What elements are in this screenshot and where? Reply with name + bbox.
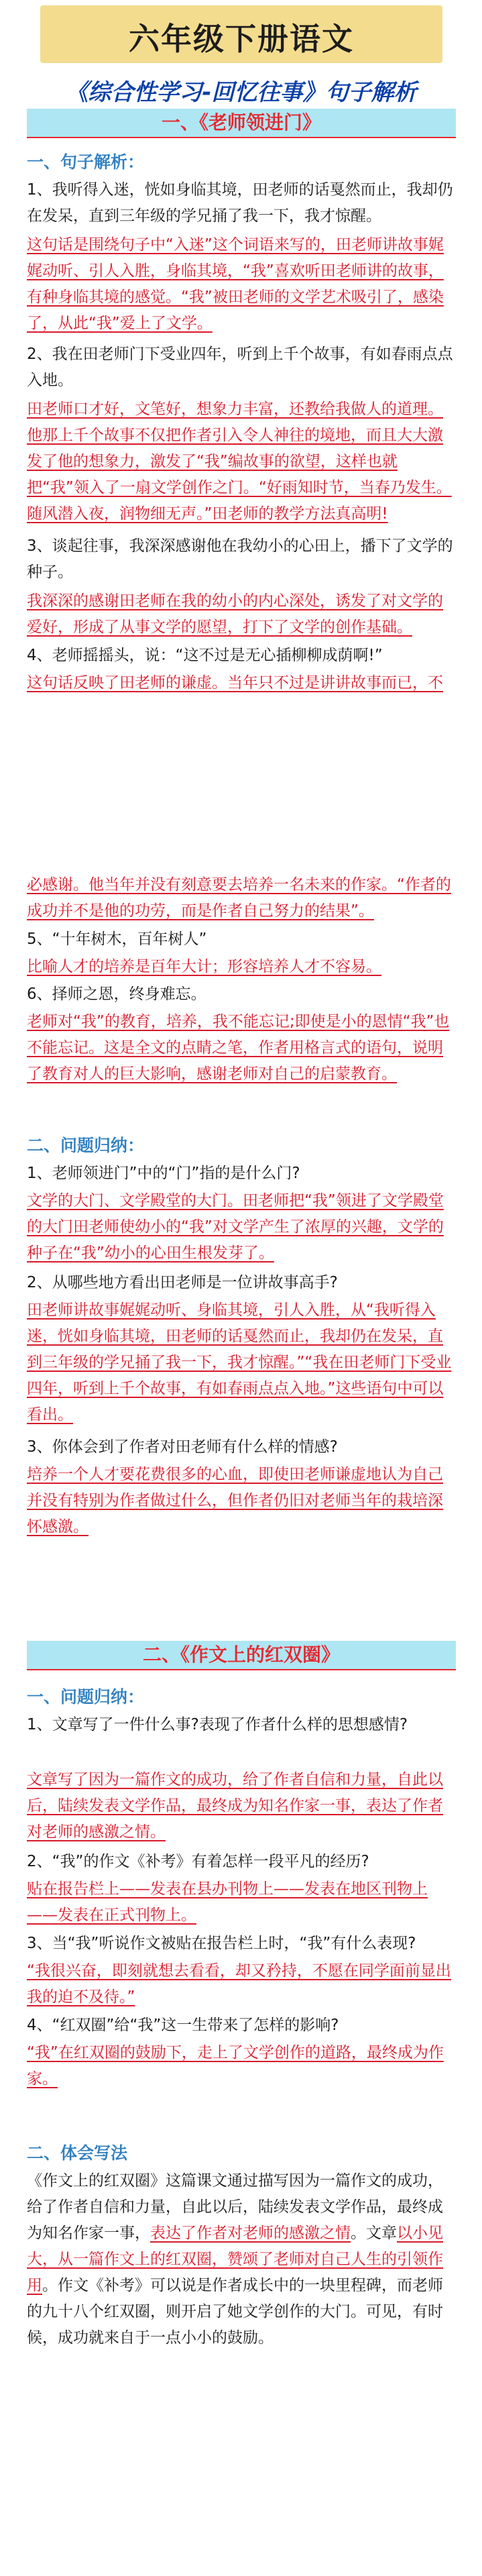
- section-2-underline: [27, 1669, 456, 1670]
- s1-sentence-5: 5、“十年树木，百年树人”: [27, 930, 207, 948]
- writing-text-3: 。作文《补考》可以说是作者成长中的一块里程碑，而老师的九十八个红双圈，则开启了她文学创作的大门。可见，有时候，成功就来自于一点小小的鼓励。: [27, 2277, 443, 2347]
- section-1-part-1-heading: 一、句子解析：: [27, 152, 145, 172]
- s2-question-1: 1、文章写了一件什么事?表现了作者什么样的思想感情?: [27, 1716, 408, 1733]
- s2-question-4: 4、“红双圈”给“我”这一生带来了怎样的影响?: [27, 2017, 339, 2034]
- s2-writing-paragraph: [27, 2168, 456, 2351]
- s1-answer-3: 培养一个人才要花费很多的心血，即使田老师谦虚地认为自己并没有特别为作者做过什么，但作者仍旧对老师当年的栽培深怀感激。: [27, 1466, 443, 1536]
- s1-analysis-1: 这句话是围绕句子中“入迷”这个词语来写的，田老师讲故事娓娓动听、引人入胜，身临其境，“我”喜欢听田老师讲的故事，有种身临其境的感觉。“我”被田老师的文学艺术吸引了，感染了，从此“我”爱上了文学。: [27, 236, 444, 332]
- s2-answer-4: “我”在红双圈的鼓励下，走上了文学创作的道路，最终成为作家。: [27, 2044, 444, 2088]
- section-1-underline: [27, 137, 456, 138]
- s1-sentence-4: 4、老师摇摇头，说：“这不过是无心插柳柳成荫啊!”: [27, 647, 383, 664]
- s1-question-1: 1、老师领进门”中的“门”指的是什么门?: [27, 1165, 300, 1182]
- s1-sentence-2: 2、我在田老师门下受业四年，听到上千个故事，有如春雨点点入地。: [27, 345, 453, 389]
- title-banner: [40, 5, 442, 63]
- s2-answer-3: “我很兴奋，即刻就想去看看，却又矜持，不愿在同学面前显出我的迫不及待。”: [27, 1962, 451, 2006]
- s1-sentence-3: 3、谈起往事，我深深感谢他在我幼小的心田上，播下了文学的种子。: [27, 537, 453, 581]
- page-title: 六年级下册语文: [129, 21, 354, 57]
- s1-answer-2: 田老师讲故事娓娓动听、身临其境，引人入胜，从“我听得入迷，恍如身临其境，田老师的话戛然而止，我却仍在发呆，直到三年级的学兄捅了我一下，我才惊醒。”“我在田老师门下受业四年，听到上千个故事，有如春雨点点入地。”这些语句中可以看出。: [27, 1301, 452, 1424]
- s1-analysis-4-line-2: 必感谢。他当年并没有刻意要去培养一名未来的作家。“作者的成功并不是他的功劳，而是作者自己努力的结果”。: [27, 876, 451, 920]
- section-1-header: 一、《老师领进门》: [27, 109, 456, 137]
- writing-highlight-1: 表达了作者对老师的感激之情: [150, 2224, 351, 2242]
- s2-answer-2: 贴在报告栏上——发表在县办刊物上——发表在地区刊物上——发表在正式刊物上。: [27, 1880, 428, 1924]
- s1-analysis-4-line-1: 这句话反映了田老师的谦虚。当年只不过是讲讲故事而已，不: [27, 674, 443, 692]
- s1-sentence-1: 1、我听得入迷，恍如身临其境，田老师的话戛然而止，我却仍在发呆，直到三年级的学兄捅了我一下，我才惊醒。: [27, 181, 453, 225]
- s1-analysis-2: 田老师口才好，文笔好，想象力丰富，还教给我做人的道理。他那上千个故事不仅把作者引入令人神往的境地，而且大大激发了他的想象力，激发了“我”编故事的欲望，这样也就把“我”领入了一扇文学创作之门。“好雨知时节，当春乃发生。随风潜入夜，润物细无声。”田老师的教学方法真高明!: [27, 400, 452, 523]
- s1-analysis-3: 我深深的感谢田老师在我的幼小的内心深处，诱发了对文学的爱好，形成了从事文学的愿望，打下了文学的创作基础。: [27, 592, 443, 636]
- s1-sentence-6: 6、择师之恩，终身难忘。: [27, 985, 206, 1003]
- page-subtitle: 《综合性学习-回忆往事》句子解析: [65, 79, 417, 106]
- s2-answer-1: 文章写了因为一篇作文的成功，给了作者自信和力量，自此以后，陆续发表文学作品，最终成为知名作家一事，表达了作者对老师的感激之情。: [27, 1771, 443, 1841]
- s1-question-2: 2、从哪些地方看出田老师是一位讲故事高手?: [27, 1274, 338, 1291]
- s1-analysis-6: 老师对“我”的教育，培养，我不能忘记;即使是小的恩情“我”也不能忘记。这是全文的点睛之笔，作者用格言式的语句，说明了教育对人的巨大影响，感谢老师对自己的启蒙教育。: [27, 1013, 450, 1083]
- writing-text-1: 《作文上的红双圈》这篇课文通过描写因为一篇作文的成功，给了作者自信和力量，自此以后，陆续发表文学作品，最终成为知名作家一事，: [27, 2172, 443, 2242]
- writing-highlight-2: 以小见大，从一篇作文上的红双圈，赞颂了老师对自己人生的引领作用: [27, 2224, 443, 2294]
- s2-question-2: 2、“我”的作文《补考》有着怎样一段平凡的经历?: [27, 1853, 369, 1870]
- section-2-part-2-heading: 二、体会写法: [27, 2143, 128, 2163]
- section-2-part-1-heading: 一、问题归纳：: [27, 1687, 145, 1707]
- s2-question-3: 3、当“我”听说作文被贴在报告栏上时，“我”有什么表现?: [27, 1935, 416, 1952]
- writing-text-2: 。文章: [351, 2224, 397, 2242]
- s1-question-3: 3、你体会到了作者对田老师有什么样的情感?: [27, 1438, 338, 1456]
- section-2-header: 二、《作文上的红双圈》: [27, 1641, 456, 1669]
- section-1-part-2-heading: 二、问题归纳：: [27, 1136, 145, 1155]
- s1-analysis-5: 比喻人才的培养是百年大计；形容培养人才不容易。: [27, 958, 381, 975]
- s1-answer-1: 文学的大门、文学殿堂的大门。田老师把“我”领进了文学殿堂的大门田老师使幼小的“我”对文学产生了浓厚的兴趣，文学的种子在“我”幼小的心田生根发芽了。: [27, 1192, 444, 1262]
